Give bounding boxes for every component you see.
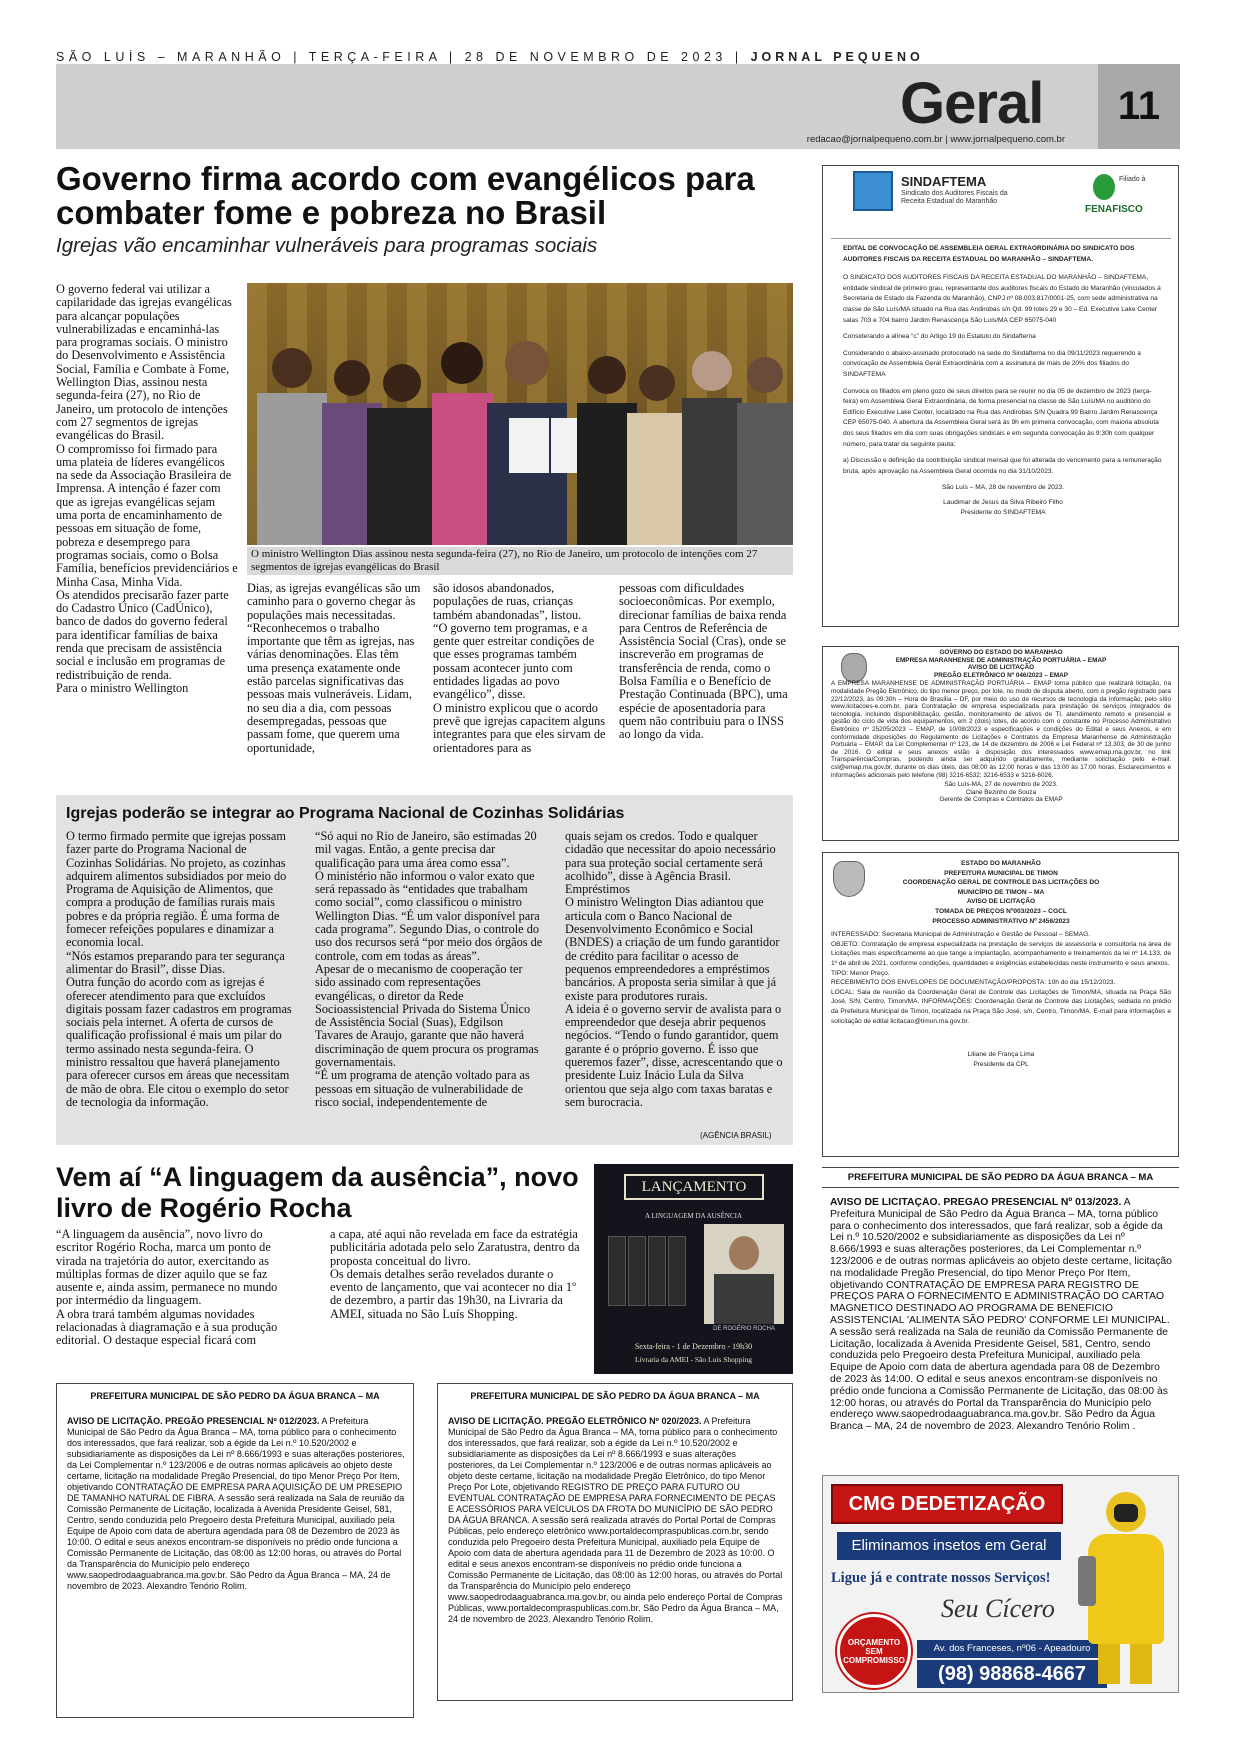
timon-h4: AVISO DE LICITAÇÃO	[966, 898, 1036, 906]
kitchen-col-3: quais sejam os credos. Todo e qualquer cidadão que necessitar do apoio necessário para sua proteção social certamente será acolhido”, disse à Agência Brasil. Empréstimos O ministro Welington Dias adiantou que articula com o Banco Nacional de Desenvolvimento Econômico e Social (BNDES) a criação de um fundo garantidor de crédito para facilitar o acesso de pequenos empreendedores a empréstimos bancários. A proposta seria similar à que já existe para produtores rurais. A ideia é o governo servir de avalista para o empreendedor que deseja abrir pequenos negócios. “Tendo o fundo garantidor, quem garante é o próprio governo. É isso que queremos fazer”, disse, acrescentando que o presidente Luiz Inácio Lula da Silva orientou que seja algo com taxas baratas e sem burocracia.	[565, 830, 783, 1109]
section-title: Geral	[900, 71, 1044, 136]
photo-caption: O ministro Wellington Dias assinou nesta segunda-feira (27), no Rio de Janeiro, um protocolo de intenções com 27 segmentos de igrejas evangélicas do Brasil	[247, 547, 793, 575]
timon-h2: PREFEITURA MUNICIPAL DE TIMON	[944, 869, 1058, 877]
main-col-4: pessoas com dificuldades socioeconômicas. Por exemplo, direcionar famílias de baixa renda para Centros de Referência de Assistência Social (Cras), onde se inscreverão em programas de transferência de renda, como o Bolsa Família e o Benefício de Prestação Continuada (BPC), uma espécie de aposentadoria para quem não contribuiu para o INSS ao longo da vida.	[619, 582, 788, 742]
book-headline: Vem aí “A linguagem da ausência”, novo livro de Rogério Rocha	[56, 1162, 579, 1223]
sindaftema-title: EDITAL DE CONVOCAÇÃO DE ASSEMBLEIA GERAL EXTRAORDINÁRIA DO SINDICATO DOS AUDITORES FISCAIS DA RECEITA ESTADUAL DO MARANHÃO – SINDAFTEMA.	[843, 245, 1135, 263]
notice-text: A Prefeitura Municipal de São Pedro da Água Branca – MA, torna público para o conhecimento dos interessados, que fará realizar, sob a égide da Lei n.º 10.520/2002 e subsidiariamente as disposições da Lei nº 8.666/1993 e suas alterações posteriores, da Lei Complementar n.º 123/2006 e de outras normas aplicáveis ao objeto deste certame, licitação na modalidade Pregão Presencial, do tipo Menor Preço Por Item, objetivando CONTRATAÇÃO DE EMPRESA PARA AQUISIÇÃO DE UM PRESEPIO DE TAMANHO NATURAL DE FIBRA. A sessão será realizada na Sala de reunião da Comissão Permanente de Licitação, localizada à Avenida Presidente Geisel, 581, Centro, sendo conduzida pelo Pregoeiro desta Prefeitura Municipal, auxiliado pela Equipe de Apoio com data de abertura agendada para 08 de Dezembro de 2023 às 10:00. O edital e seus anexos encontram-se disponíveis no prédio onde funciona a Comissão Permanente de Licitação, das 08:00 às 12:00 horas, ou através do Portal da Transparência do Município pelo endereço www.saopedrodaaguabranca.ma.gov.br. São Pedro da Água Branca – MA, 24 de novembro de 2023. Alexandro Tenório Rolim.	[67, 1416, 405, 1591]
poster-date: Sexta-feira - 1 de Dezembro - 19h30	[634, 1342, 753, 1351]
kitchen-col-1: O termo firmado permite que igrejas possam fazer parte do Programa Nacional de Cozinhas Solidárias. No projeto, as cozinhas adquirem alimentos subsidiados por meio do Programa de Aquisição de Alimentos, que compra a produção de famílias rurais mais pobres e da própria região. É uma forma de fomecer refeições populares e dinamizar a economia local. “Nós estamos preparando para ter segurança alimentar do Brasil”, disse Dias. Outra função do acordo com as igrejas é oferecer atendimento para que excluídos digitais possam fazer cadastros em programas sociais pela internet. A oferta de cursos de qualificação profissional é mais um pilar do termo assinado nesta segunda-feira. O ministro ressaltou que haverá planejamento para oferecer cursos em áreas que necessitam de mão de obra. Ele citou o exemplo do setor de tecnologia da informação.	[66, 830, 292, 1109]
notice-text: A Prefeitura Municipal de São Pedro da Água Branca – MA, torna público para o conhecimento dos interessados, que fará realizar, sob a égide da Lei n.º 10.520/2002 e subsidiariamente as disposições da Lei nº 8.666/1993 e suas alterações posteriores, da Lei Complementar n.º 123/2006 e de outras normas aplicáveis ao objeto deste certame, licitação na modalidade Pregão Eletrônico, do tipo Menor Preço Por Lote, objetivando REGISTRO DE PREÇO PARA FUTURO OU EVENTUAL CONTRATAÇÃO DE EMPRESA PARA FORNECIMENTO DE PEÇAS E ACESSÓRIOS PARA VEÍCULOS DA FROTA DO MUNICÍPIO DE SÃO PEDRO DA ÁGUA BRANCA. A sessão será realizada através do Portal Portal de Compras Públicas, pelo endereço eletrônico www.portaldecompraspublicas.com.br, sendo conduzida pelo Pregoeiro desta Prefeitura Municipal, auxiliado pela Equipe de Apoio com data de abertura agendada para 11 de Dezembro de 2023 às 10:00. O edital e seus anexos encontram-se disponíveis no prédio onde funciona a Comissão Permanente de Licitação, das 08:00 às 12:00 horas, ou através do Portal da Transparência do Município pelo endereço www.saopedrodaaguabranca.ma.gov.br, ou ainda pelo endereço Portal de Compras Públicas, www.portaldecompraspublicas.com.br. São Pedro da Água Branca – MA, 24 de novembro de 2023. Alexandro Tenório Rolim.	[448, 1416, 783, 1624]
emap-h2: EMPRESA MARANHENSE DE ADMINISTRAÇÃO PORTUÁRIA – EMAP	[895, 656, 1107, 664]
sindaftema-p5: a) Discussão e definição da contribuição sindical mensal que foi alterada do vencimento para a remuneração bruta, após aprovação na Assembleia Geral ocorrida no dia 31/10/2023.	[843, 457, 1162, 475]
ad-brand: CMG DEDETIZAÇÃO	[831, 1484, 1063, 1524]
affiliated-label: Filiado à	[1119, 176, 1146, 183]
book-covers	[608, 1226, 698, 1314]
ad-badge: ORÇAMENTO SEM COMPROMISSO	[837, 1614, 911, 1688]
poster-book-title: A LINGUAGEM DA AUSÊNCIA	[644, 1212, 743, 1220]
book-poster	[594, 1164, 793, 1374]
fenafisco-logo-icon	[1093, 174, 1115, 200]
notice-lead: AVISO DE LICITAÇÃO. PREGÃO PRESENCIAL Nº 013/2023.	[830, 1197, 1122, 1208]
book-col-1: “A linguagem da ausência”, novo livro do escritor Rogério Rocha, marca um ponto de virada na trajetória do autor, exercitando as múltiplas formas de dizer aquilo que se faz ausente e, ainda assim, permanece no mundo por intermédio da linguagem. A obra trará também algumas novidades relacionadas à diagramação e à sua produção editorial. O destaque especial ficará com	[56, 1228, 278, 1348]
contact-line: redacao@jornalpequeno.com.br | www.jornalpequeno.com.br	[806, 134, 1065, 145]
notice-header: PREFEITURA MUNICIPAL DE SÃO PEDRO DA ÁGUA BRANCA – MA	[90, 1391, 380, 1401]
sindaftema-logo-icon	[853, 171, 893, 211]
notice-text: A Prefeitura Municipal de São Pedro da Água Branca – MA, torna público para o conhecimento dos interessados, que fará realizar, sob a égide da Lei n.º 10.520/2002 e subsidiariamente as disposições da Lei nº 8.666/1993 e suas alterações posteriores, da Lei Complementar n.º 123/2006 e de outras normas aplicáveis ao objeto deste certame, licitação na modalidade Pregão Presencial, do tipo Menor Preço Por Item, objetivando CONTRATAÇÃO DE EMPRESA PARA REGISTRO DE PREÇOS PARA O FORNECIMENTO E ADMINISTRAÇÃO DO CARTAO MAGNETICO DESTINADO AO PROGRAMA DE BENEFICIO ASSISTENCIAL 'ALIMENTA SÃO PEDRO' CONFORME LEI MUNICIPAL. A sessão será realizada na Sala de reunião da Comissão Permanente de Licitação, localizada à Avenida Presidente Geisel, 581, Centro, sendo conduzida pelo Pregoeiro desta Prefeitura Municipal, auxiliado pela Equipe de Apoio com data de abertura agendada para 08 de Dezembro de 2023 às 14:00. O edital e seus anexos encontram-se disponíveis no prédio onde funciona a Comissão Permanente de Licitação, das 08:00 às 12:00 horas, ou através do Portal da Transparência do Município pelo endereço www.saopedrodaaguabranca.ma.gov.br. São Pedro da Água Branca – MA, 24 de novembro de 2023. Alexandro Tenório Rolim .	[830, 1197, 1172, 1433]
poster-author: DE ROGÉRIO ROCHA	[713, 1326, 775, 1332]
page-number: 11	[1098, 64, 1180, 149]
sindaftema-logo-sub: Sindicato dos Auditores Fiscais da Receita Estadual do Maranhão	[901, 190, 1008, 205]
emap-h1: GOVERNO DO ESTADO DO MARANHÃO	[939, 649, 1063, 656]
emap-sign-name: Clane Bezinho de Souza	[965, 788, 1037, 796]
pest-control-ad	[822, 1475, 1179, 1693]
sindaftema-p3: Considerando o abaixo-assinado protocolado na sede do Sindafterna no dia 09/11/2023 requerendo a convocação de Assembleia Geral Extraordinária com a assinatura de mais de 20% dos filiados do SINDAFTEMA	[843, 349, 1141, 378]
notice-emap	[822, 646, 1179, 841]
timon-sign-role: Presidente da CPL	[973, 1060, 1029, 1068]
main-photo	[247, 283, 793, 545]
sprayer-worker-illustration	[1078, 1486, 1170, 1686]
main-col-3: são idosos abandonados, populações de ruas, crianças também abandonadas”, listou. “O governo tem programas, e a gente quer estreitar condições de que esses programas também possam acontecer junto com entidades ligadas ao povo evangélico”, disse. O ministro explicou que o acordo prevê que igrejas capacitem alguns integrantes para que eles sirvam de orientadores para as	[433, 582, 606, 755]
emap-h4: PREGÃO ELETRÔNICO Nº 046/2023 – EMAP	[933, 671, 1069, 679]
notice-lead: AVISO DE LICITAÇÃO. PREGÃO ELETRÔNICO Nº 020/2023.	[448, 1416, 702, 1426]
notice-sp-012	[56, 1383, 414, 1718]
poster-title: LANÇAMENTO	[624, 1174, 764, 1200]
main-col-1: O governo federal vai utilizar a capilaridade das igrejas evangélicas para alcançar populações vulnerabilizadas e encaminhá-las para programas sociais. O ministro do Desenvolvimento e Assistência Social, Família e Combate à Fome, Wellington Dias, assinou nesta segunda-feira (27), no Rio de Janeiro, um protocolo de intenções com 27 segmentos de igrejas evangélicas do Brasil. O compromisso foi firmado para uma plateia de líderes evangélicos na sede da Associação Brasileira de Imprensa. A intenção é fazer com que as igrejas evangélicas sejam uma porta de encaminhamento de pessoas em situação de fome, pobreza e desemprego para programas sociais, como o Bolsa Família, benefícios previdenciários e Minha Casa, Minha Vida. Os atendidos precisarão fazer parte do Cadastro Único (CadÚnico), banco de dados do governo federal para identificar famílias de baixa renda que precisam de assistência social e inclusão em programas de redistribuição de renda. Para o ministro Wellington	[56, 283, 238, 695]
sindaftema-p2: Considerando a alínea “c” do Artigo 19 do Estatuto do Sindafterna	[843, 333, 1036, 341]
timon-h1: ESTADO DO MARANHÃO	[961, 860, 1041, 867]
paper-name: JORNAL PEQUENO	[750, 50, 924, 64]
main-deck: Igrejas vão encaminhar vulneráveis para programas sociais	[56, 234, 598, 257]
book-col-2: a capa, até aqui não revelada em face da estratégia publicitária adotada pelo selo Zaratustra, dentro da proposta conceitual do livro. Os demais detalhes serão revelados durante o evento de lançamento, que vai acontecer no dia 1º de dezembro, a partir das 19h30, na Livraria da AMEI, situada no São Luís Shopping.	[330, 1228, 580, 1321]
emap-h3: AVISO DE LICITAÇÃO	[967, 664, 1035, 672]
timon-h6: PROCESSO ADMINISTRATIVO Nº 2456/2023	[932, 917, 1070, 925]
notice-header: PREFEITURA MUNICIPAL DE SÃO PEDRO DA ÁGUA BRANCA – MA	[470, 1391, 760, 1401]
author-photo	[704, 1224, 784, 1324]
notice-sindaftema	[822, 165, 1179, 627]
kitchen-box-title: Igrejas poderão se integrar ao Programa Nacional de Cozinhas Solidárias	[66, 805, 625, 822]
ad-call: Ligue já e contrate nossos Serviços!	[831, 1570, 1051, 1586]
ad-address: Av. dos Franceses, nº06 - Apeadouro	[917, 1640, 1107, 1658]
kitchen-col-2: “Só aqui no Rio de Janeiro, são estimadas 20 mil vagas. Então, a gente precisa dar qualificação para uma área como essa”. O ministério não informou o valor exato que será repassado às “entidades que trabalham como social”, como classificou o ministro Wellington Dias. “É um valor disponível para cada programa”. Segundo Dias, o controle do uso dos recursos será “por meio dos órgãos de controle, com em todas as áreas”. Apesar de o mecanismo de cooperação ter sido assinado com representações evangélicas, o diretor da Rede Socioassistencial Privada do Sistema Único de Assistência Social (Suas), Edgilson Tavares de Araujo, garante que não haverá discriminação de quem procura os programas governamentais. “É um programa de atenção voltado para as pessoas em situação de vulnerabilidade de risco social, independentemente de	[315, 830, 543, 1109]
ad-owner: Seu Cícero	[941, 1594, 1055, 1623]
emap-sign-role: Gerente de Compras e Contratos da EMAP	[939, 796, 1063, 804]
emap-text: A EMPRESA MARANHENSE DE ADMINISTRAÇÃO PORTUÁRIA – EMAP torna público que realizará licitação, na modalidade Pregão Eletrônico, do tipo menor preço, por lote, no modo de disputa aberto, com o pregão registrado para 22/12/2023, às 09:30h – Hora de Brasília – DF, por meio do uso de recursos de tecnologia da informação, pelo sítio www.licitacoes-e.com.br, para Contratação de empresa especializada para prestação de serviços integrados de tecnologia, incluindo disponibilização, gestão, monitoramento de ativos de TI, atendimento remoto e presencial e gestão do ciclo de vida dos equipamentos, em 2 (dois) lotes, de acordo com o constante no Processo Administrativo Eletrônico nº 25205/2023 – EMAP, de 10/08/2023 e especificações e condições do Edital e seus Anexos, e em conformidade disposições do Regulamento de Licitações e Contratos da Empresa Maranhense de Administração Portuária – EMAP, da Lei Complementar nº 123, de 14 de dezembro de 2006 e Lei Federal nº 13.303, de 30 de junho de 2016. O edital e seus anexos estão à disposição dos interessados www.emap.ma.gov.br, no link Transparência/Compras, podendo ainda ser adquirido gratuitamente, mediante solicitação pelo e-mail: csl@emap.ma.gov.br, durante os dias úteis, das 08:00 às 12:00 horas e das 13:00 às 17:00 horas. Esclarecimentos e informações adicionais pelo telefone (98) 3216-6532; 3216-6533 e 3216-6026.	[831, 680, 1171, 779]
sindaftema-p4: Convoca os filiados em pleno gozo de seus direitos para se reunir no dia 05 de dezembro de 2023 (terça-feira) em Assembleia Geral Extraordinária, de forma presencial na classe de São Luís/MA no auditório do Edifício Executive Lake Center, localizado na Rua das Andirobas S/N Quadra 99 Bairro Jardim Renascença CEP 65075-040. A abertura da Assembleia Geral será às 9h em primeira convocação, com maioria absoluta dos seus filiados em dia com suas obrigações sindicais e em segunda convocação às 9:30h com qualquer número, para tratar da seguinte pauta:	[843, 387, 1159, 448]
sindaftema-logo: SINDAFTEMA	[901, 174, 987, 189]
timon-h3: COORDENAÇÃO GERAL DE CONTROLE DAS LICITAÇÕES DO MUNICÍPIO DE TIMON – MA	[902, 879, 1100, 896]
ad-phone: (98) 98868-4667	[917, 1660, 1107, 1688]
notice-lead: AVISO DE LICITAÇÃO. PREGÃO PRESENCIAL Nº 012/2023.	[67, 1416, 320, 1426]
poster-place: Livraria da AMEI - São Luís Shopping	[634, 1355, 753, 1364]
dateline: SÃO LUÍS – MARANHÃO | TERÇA-FEIRA | 28 DE NOVEMBRO DE 2023 | JORNAL PEQUENO	[56, 50, 924, 64]
sindaftema-sign-role: Presidente do SINDAFTEMA	[960, 509, 1046, 517]
timon-text: INTERESSADO: Secretaria Municipal de Administração e Gestão de Pessoal – SEMAG. OBJETO: Contratação de empresa especializada na prestação de serviços de assessoria e consultoria na área de Licitações mais especificamente ao que tange a implantação, acompanhamento e treinamentos da lei nº 14.133, de 1º de abril de 2021, conforme condições, quantidades e exigências estabelecidas neste instrumento e seus anexos. TIPO: Menor Preço. RECEBIMENTO DOS ENVELOPES DE DOCUMENTAÇÃO/PROPOSTA: 10h do dia 15/12/2023. LOCAL: Sala de reunião da Coordenação Geral de Controle das Licitações de Timon/MA, situada na Praça São José, S/N, Centro, Timon/MA. INFORMAÇÕES: Coordenação Geral de Controle das Licitações, sediada no prédio da Prefeitura Municipal de Timon, localizada na Praça São José, s/n, Centro, Timon/MA. E-mail para informações e solicitação de edital licitacao@timon.ma.gov.br.	[831, 931, 1171, 1025]
kitchen-credit: (AGÊNCIA BRASIL)	[700, 1131, 772, 1140]
notice-header: PREFEITURA MUNICIPAL DE SÃO PEDRO DA ÁGUA BRANCA – MA	[822, 1167, 1179, 1188]
sindaftema-sign-name: Laudimar de Jesus da Silva Ribeiro Filho	[943, 498, 1063, 506]
main-headline: Governo firma acordo com evangélicos para combater fome e pobreza no Brasil	[56, 160, 755, 231]
timon-h5: TOMADA DE PREÇOS Nº003/2023 – CGCL	[935, 907, 1067, 915]
notice-sp-020	[437, 1383, 793, 1701]
main-col-2: Dias, as igrejas evangélicas são um caminho para o governo chegar às populações mais necessitadas. “Reconhecemos o trabalho importante que têm as igrejas, nas várias denominações. Elas têm uma presença exatamente onde estão parcelas significativas das pessoas mais vulneráveis. Lidam, no seu dia a dia, com pessoas desempregadas, pessoas que passam fome, que querem uma oportunidade,	[247, 582, 421, 755]
timon-sign-name: Liliane de França Lima	[967, 1051, 1035, 1059]
notice-sp-013	[822, 1167, 1179, 1457]
fenafisco-logo: FENAFISCO	[1085, 204, 1143, 215]
ad-tagline: Eliminamos insetos em Geral	[837, 1532, 1061, 1560]
emap-date: São Luís-MA, 27 de novembro de 2023.	[944, 781, 1058, 789]
sindaftema-p1: O SINDICATO DOS AUDITORES FISCAIS DA RECEITA ESTADUAL DO MARANHÃO – SINDAFTEMA, entidade sindical de primeiro grau, representante dos auditores fiscais do Estado do Maranhão (vinculados à Secretaria de Estado da Fazenda do Maranhão), CNPJ nº 08.003.817/0001-25, com sede administrativa na classe de São Luís/MA situado na Rua das Andirobas s/n Qd. 99 lotes 29 e 30 – Ed. Executive Lake Center salas 703 e 704 bairro Jardim Renascença São Luís/MA CEP 65075-040	[843, 274, 1161, 324]
notice-timon	[822, 852, 1179, 1157]
sindaftema-date: São Luís – MA, 28 de novembro de 2023.	[941, 484, 1065, 492]
